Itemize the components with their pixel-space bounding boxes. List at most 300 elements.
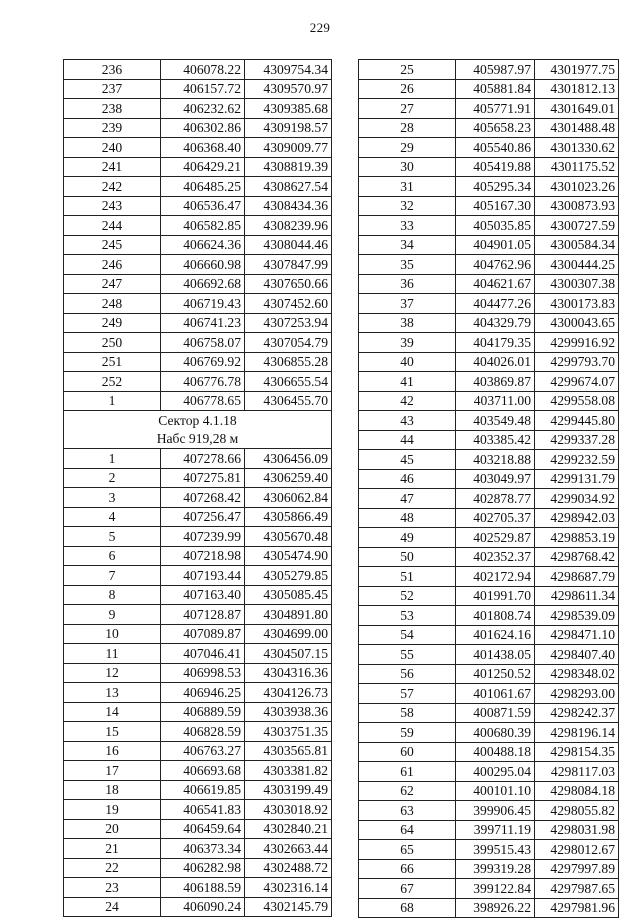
y-coordinate-cell: 4309570.97: [245, 79, 332, 99]
y-coordinate-cell: 4303381.82: [245, 761, 332, 781]
x-coordinate-cell: 405987.97: [456, 60, 535, 80]
table-row: [359, 762, 619, 782]
y-coordinate-cell: 4297981.96: [535, 898, 619, 918]
table-row: [359, 274, 619, 294]
point-number-cell: 6: [64, 546, 161, 566]
y-coordinate-cell: 4298242.37: [535, 703, 619, 723]
table-row: [64, 878, 332, 898]
x-coordinate-cell: 406619.85: [161, 780, 245, 800]
point-number-cell: 45: [359, 450, 456, 470]
point-number-cell: 54: [359, 625, 456, 645]
table-row: [64, 138, 332, 158]
point-number-cell: 239: [64, 118, 161, 138]
x-coordinate-cell: 406778.65: [161, 391, 245, 411]
x-coordinate-cell: 406541.83: [161, 800, 245, 820]
point-number-cell: 249: [64, 313, 161, 333]
table-row: [64, 585, 332, 605]
x-coordinate-cell: 400101.10: [456, 781, 535, 801]
y-coordinate-cell: 4299232.59: [535, 450, 619, 470]
x-coordinate-cell: 403549.48: [456, 411, 535, 431]
table-row: [359, 294, 619, 314]
table-row: [359, 645, 619, 665]
x-coordinate-cell: 406769.92: [161, 352, 245, 372]
y-coordinate-cell: 4299337.28: [535, 430, 619, 450]
y-coordinate-cell: 4306455.70: [245, 391, 332, 411]
x-coordinate-cell: 406741.23: [161, 313, 245, 333]
point-number-cell: 38: [359, 313, 456, 333]
table-row: [64, 819, 332, 839]
y-coordinate-cell: 4307452.60: [245, 294, 332, 314]
table-row: [359, 781, 619, 801]
y-coordinate-cell: 4298407.40: [535, 645, 619, 665]
x-coordinate-cell: 402878.77: [456, 489, 535, 509]
y-coordinate-cell: 4306456.09: [245, 449, 332, 469]
y-coordinate-cell: 4300873.93: [535, 196, 619, 216]
point-number-cell: 35: [359, 255, 456, 275]
page-number: 229: [309, 20, 331, 35]
x-coordinate-cell: 402705.37: [456, 508, 535, 528]
point-number-cell: 56: [359, 664, 456, 684]
point-number-cell: 42: [359, 391, 456, 411]
x-coordinate-cell: 403218.88: [456, 450, 535, 470]
x-coordinate-cell: 406776.78: [161, 372, 245, 392]
point-number-cell: 4: [64, 507, 161, 527]
x-coordinate-cell: 403869.87: [456, 372, 535, 392]
x-coordinate-cell: 399906.45: [456, 801, 535, 821]
table-row: [64, 157, 332, 177]
x-coordinate-cell: 407163.40: [161, 585, 245, 605]
point-number-cell: 246: [64, 255, 161, 275]
point-number-cell: 1: [64, 449, 161, 469]
table-row: [359, 216, 619, 236]
x-coordinate-cell: 401808.74: [456, 606, 535, 626]
point-number-cell: 44: [359, 430, 456, 450]
y-coordinate-cell: 4298611.34: [535, 586, 619, 606]
y-coordinate-cell: 4298055.82: [535, 801, 619, 821]
y-coordinate-cell: 4300727.59: [535, 216, 619, 236]
point-number-cell: 61: [359, 762, 456, 782]
y-coordinate-cell: 4307054.79: [245, 333, 332, 353]
x-coordinate-cell: 407278.66: [161, 449, 245, 469]
table-row: [64, 683, 332, 703]
table-row: [359, 99, 619, 119]
point-number-cell: 34: [359, 235, 456, 255]
table-row: [64, 235, 332, 255]
point-number-cell: 23: [64, 878, 161, 898]
point-number-cell: 14: [64, 702, 161, 722]
x-coordinate-cell: 406693.68: [161, 761, 245, 781]
x-coordinate-cell: 402172.94: [456, 567, 535, 587]
y-coordinate-cell: 4304507.15: [245, 644, 332, 664]
point-number-cell: 26: [359, 79, 456, 99]
y-coordinate-cell: 4299793.70: [535, 352, 619, 372]
y-coordinate-cell: 4298031.98: [535, 820, 619, 840]
x-coordinate-cell: 406373.34: [161, 839, 245, 859]
y-coordinate-cell: 4309198.57: [245, 118, 332, 138]
table-row: [64, 800, 332, 820]
y-coordinate-cell: 4307847.99: [245, 255, 332, 275]
point-number-cell: 9: [64, 605, 161, 625]
x-coordinate-cell: 406946.25: [161, 683, 245, 703]
point-number-cell: 13: [64, 683, 161, 703]
y-coordinate-cell: 4298154.35: [535, 742, 619, 762]
y-coordinate-cell: 4300043.65: [535, 313, 619, 333]
table-row: [64, 60, 332, 80]
x-coordinate-cell: 407256.47: [161, 507, 245, 527]
y-coordinate-cell: 4298117.03: [535, 762, 619, 782]
table-row: [359, 840, 619, 860]
point-number-cell: 7: [64, 566, 161, 586]
x-coordinate-cell: 399319.28: [456, 859, 535, 879]
y-coordinate-cell: 4306259.40: [245, 468, 332, 488]
x-coordinate-cell: 405035.85: [456, 216, 535, 236]
y-coordinate-cell: 4299916.92: [535, 333, 619, 353]
table-row: [359, 723, 619, 743]
table-row: [359, 508, 619, 528]
sector-height: Набс 919,28 м: [64, 430, 332, 449]
point-number-cell: 27: [359, 99, 456, 119]
x-coordinate-cell: 406692.68: [161, 274, 245, 294]
point-number-cell: 67: [359, 879, 456, 899]
y-coordinate-cell: 4301649.01: [535, 99, 619, 119]
table-row: [64, 605, 332, 625]
point-number-cell: 15: [64, 722, 161, 742]
table-row: [64, 839, 332, 859]
point-number-cell: 20: [64, 819, 161, 839]
y-coordinate-cell: 4304891.80: [245, 605, 332, 625]
y-coordinate-cell: 4301977.75: [535, 60, 619, 80]
x-coordinate-cell: 404762.96: [456, 255, 535, 275]
x-coordinate-cell: 400488.18: [456, 742, 535, 762]
table-row: [359, 235, 619, 255]
y-coordinate-cell: 4306855.28: [245, 352, 332, 372]
y-coordinate-cell: 4297987.65: [535, 879, 619, 899]
y-coordinate-cell: 4305474.90: [245, 546, 332, 566]
x-coordinate-cell: 407089.87: [161, 624, 245, 644]
point-number-cell: 247: [64, 274, 161, 294]
y-coordinate-cell: 4307650.66: [245, 274, 332, 294]
x-coordinate-cell: 406828.59: [161, 722, 245, 742]
x-coordinate-cell: 399711.19: [456, 820, 535, 840]
point-number-cell: 236: [64, 60, 161, 80]
table-row: [359, 703, 619, 723]
table-row: [64, 702, 332, 722]
x-coordinate-cell: 406282.98: [161, 858, 245, 878]
x-coordinate-cell: 405295.34: [456, 177, 535, 197]
table-row: [64, 274, 332, 294]
table-row: [64, 352, 332, 372]
x-coordinate-cell: 406582.85: [161, 216, 245, 236]
table-row: [64, 216, 332, 236]
table-row: [359, 625, 619, 645]
point-number-cell: 12: [64, 663, 161, 683]
y-coordinate-cell: 4298539.09: [535, 606, 619, 626]
table-row: [359, 255, 619, 275]
x-coordinate-cell: 406078.22: [161, 60, 245, 80]
x-coordinate-cell: 407268.42: [161, 488, 245, 508]
y-coordinate-cell: 4308819.39: [245, 157, 332, 177]
y-coordinate-cell: 4299034.92: [535, 489, 619, 509]
point-number-cell: 244: [64, 216, 161, 236]
point-number-cell: 10: [64, 624, 161, 644]
point-number-cell: 3: [64, 488, 161, 508]
point-number-cell: 40: [359, 352, 456, 372]
point-number-cell: 17: [64, 761, 161, 781]
y-coordinate-cell: 4298196.14: [535, 723, 619, 743]
point-number-cell: 49: [359, 528, 456, 548]
point-number-cell: 252: [64, 372, 161, 392]
x-coordinate-cell: 406157.72: [161, 79, 245, 99]
table-row: [359, 664, 619, 684]
table-row: [64, 255, 332, 275]
point-number-cell: 39: [359, 333, 456, 353]
point-number-cell: 46: [359, 469, 456, 489]
point-number-cell: 59: [359, 723, 456, 743]
y-coordinate-cell: 4299558.08: [535, 391, 619, 411]
point-number-cell: 66: [359, 859, 456, 879]
table-row: [359, 547, 619, 567]
point-number-cell: 28: [359, 118, 456, 138]
point-number-cell: 65: [359, 840, 456, 860]
table-row: [359, 742, 619, 762]
table-row: [359, 859, 619, 879]
y-coordinate-cell: 4299445.80: [535, 411, 619, 431]
y-coordinate-cell: 4303565.81: [245, 741, 332, 761]
point-number-cell: 19: [64, 800, 161, 820]
x-coordinate-cell: 406232.62: [161, 99, 245, 119]
table-row: [359, 489, 619, 509]
point-number-cell: 32: [359, 196, 456, 216]
y-coordinate-cell: 4302663.44: [245, 839, 332, 859]
y-coordinate-cell: 4303018.92: [245, 800, 332, 820]
y-coordinate-cell: 4301330.62: [535, 138, 619, 158]
y-coordinate-cell: 4298687.79: [535, 567, 619, 587]
point-number-cell: 250: [64, 333, 161, 353]
x-coordinate-cell: 404329.79: [456, 313, 535, 333]
y-coordinate-cell: 4309754.34: [245, 60, 332, 80]
x-coordinate-cell: 406459.64: [161, 819, 245, 839]
table-row: [64, 488, 332, 508]
point-number-cell: 24: [64, 897, 161, 917]
x-coordinate-cell: 399515.43: [456, 840, 535, 860]
x-coordinate-cell: 401991.70: [456, 586, 535, 606]
table-row: [359, 606, 619, 626]
x-coordinate-cell: 405167.30: [456, 196, 535, 216]
y-coordinate-cell: 4298853.19: [535, 528, 619, 548]
y-coordinate-cell: 4306062.84: [245, 488, 332, 508]
table-row: [64, 196, 332, 216]
table-row: [64, 449, 332, 469]
y-coordinate-cell: 4304699.00: [245, 624, 332, 644]
y-coordinate-cell: 4298471.10: [535, 625, 619, 645]
point-number-cell: 58: [359, 703, 456, 723]
x-coordinate-cell: 403385.42: [456, 430, 535, 450]
y-coordinate-cell: 4300584.34: [535, 235, 619, 255]
point-number-cell: 41: [359, 372, 456, 392]
table-row: [359, 313, 619, 333]
table-row: [64, 313, 332, 333]
table-row: [359, 469, 619, 489]
y-coordinate-cell: 4300307.38: [535, 274, 619, 294]
x-coordinate-cell: 405540.86: [456, 138, 535, 158]
point-number-cell: 33: [359, 216, 456, 236]
table-row: [64, 507, 332, 527]
x-coordinate-cell: 405881.84: [456, 79, 535, 99]
x-coordinate-cell: 401438.05: [456, 645, 535, 665]
x-coordinate-cell: 407193.44: [161, 566, 245, 586]
x-coordinate-cell: 406719.43: [161, 294, 245, 314]
point-number-cell: 31: [359, 177, 456, 197]
table-row: [359, 60, 619, 80]
point-number-cell: 47: [359, 489, 456, 509]
table-row: [64, 333, 332, 353]
table-row: [64, 566, 332, 586]
x-coordinate-cell: 403711.00: [456, 391, 535, 411]
y-coordinate-cell: 4309009.77: [245, 138, 332, 158]
point-number-cell: 245: [64, 235, 161, 255]
point-number-cell: 18: [64, 780, 161, 800]
x-coordinate-cell: 404901.05: [456, 235, 535, 255]
point-number-cell: 55: [359, 645, 456, 665]
point-number-cell: 11: [64, 644, 161, 664]
point-number-cell: 243: [64, 196, 161, 216]
point-number-cell: 57: [359, 684, 456, 704]
y-coordinate-cell: 4302145.79: [245, 897, 332, 917]
x-coordinate-cell: 407239.99: [161, 527, 245, 547]
y-coordinate-cell: 4307253.94: [245, 313, 332, 333]
y-coordinate-cell: 4299131.79: [535, 469, 619, 489]
table-row: [359, 177, 619, 197]
point-number-cell: 53: [359, 606, 456, 626]
table-row: [64, 294, 332, 314]
point-number-cell: 68: [359, 898, 456, 918]
x-coordinate-cell: 403049.97: [456, 469, 535, 489]
point-number-cell: 240: [64, 138, 161, 158]
point-number-cell: 22: [64, 858, 161, 878]
x-coordinate-cell: 406485.25: [161, 177, 245, 197]
table-row: [64, 722, 332, 742]
point-number-cell: 16: [64, 741, 161, 761]
table-row: [64, 391, 332, 411]
y-coordinate-cell: 4306655.54: [245, 372, 332, 392]
point-number-cell: 5: [64, 527, 161, 547]
x-coordinate-cell: 406302.86: [161, 118, 245, 138]
table-row: [64, 99, 332, 119]
table-row: [64, 118, 332, 138]
point-number-cell: 50: [359, 547, 456, 567]
y-coordinate-cell: 4299674.07: [535, 372, 619, 392]
x-coordinate-cell: 407218.98: [161, 546, 245, 566]
table-row: [64, 858, 332, 878]
point-number-cell: 63: [359, 801, 456, 821]
x-coordinate-cell: 404477.26: [456, 294, 535, 314]
table-row: [359, 879, 619, 899]
x-coordinate-cell: 406660.98: [161, 255, 245, 275]
point-number-cell: 43: [359, 411, 456, 431]
y-coordinate-cell: 4298348.02: [535, 664, 619, 684]
point-number-cell: 51: [359, 567, 456, 587]
point-number-cell: 241: [64, 157, 161, 177]
point-number-cell: 36: [359, 274, 456, 294]
y-coordinate-cell: 4308627.54: [245, 177, 332, 197]
x-coordinate-cell: 406889.59: [161, 702, 245, 722]
x-coordinate-cell: 404621.67: [456, 274, 535, 294]
point-number-cell: 29: [359, 138, 456, 158]
x-coordinate-cell: 406536.47: [161, 196, 245, 216]
table-row: [359, 157, 619, 177]
table-row: [64, 644, 332, 664]
x-coordinate-cell: 400295.04: [456, 762, 535, 782]
point-number-cell: 248: [64, 294, 161, 314]
sector-title: Сектор 4.1.18: [64, 411, 332, 430]
point-number-cell: 60: [359, 742, 456, 762]
x-coordinate-cell: 401061.67: [456, 684, 535, 704]
y-coordinate-cell: 4308239.96: [245, 216, 332, 236]
y-coordinate-cell: 4300444.25: [535, 255, 619, 275]
y-coordinate-cell: 4302316.14: [245, 878, 332, 898]
y-coordinate-cell: 4298942.03: [535, 508, 619, 528]
y-coordinate-cell: 4302488.72: [245, 858, 332, 878]
y-coordinate-cell: 4298293.00: [535, 684, 619, 704]
table-row: [64, 527, 332, 547]
point-number-cell: 52: [359, 586, 456, 606]
table-row: [359, 372, 619, 392]
x-coordinate-cell: 402529.87: [456, 528, 535, 548]
table-row: [359, 820, 619, 840]
x-coordinate-cell: 406624.36: [161, 235, 245, 255]
x-coordinate-cell: 405419.88: [456, 157, 535, 177]
x-coordinate-cell: 404026.01: [456, 352, 535, 372]
table-row: [359, 411, 619, 431]
x-coordinate-cell: 406188.59: [161, 878, 245, 898]
table-row: [359, 79, 619, 99]
y-coordinate-cell: 4305670.48: [245, 527, 332, 547]
coordinates-table-left: [63, 59, 332, 917]
x-coordinate-cell: 400680.39: [456, 723, 535, 743]
point-number-cell: 8: [64, 585, 161, 605]
y-coordinate-cell: 4301812.13: [535, 79, 619, 99]
point-number-cell: 251: [64, 352, 161, 372]
y-coordinate-cell: 4298084.18: [535, 781, 619, 801]
sector-header-row: [64, 430, 332, 449]
x-coordinate-cell: 407046.41: [161, 644, 245, 664]
x-coordinate-cell: 405658.23: [456, 118, 535, 138]
point-number-cell: 1: [64, 391, 161, 411]
table-row: [64, 897, 332, 917]
y-coordinate-cell: 4301488.48: [535, 118, 619, 138]
point-number-cell: 64: [359, 820, 456, 840]
point-number-cell: 37: [359, 294, 456, 314]
table-row: [64, 546, 332, 566]
y-coordinate-cell: 4298012.67: [535, 840, 619, 860]
x-coordinate-cell: 406758.07: [161, 333, 245, 353]
y-coordinate-cell: 4302840.21: [245, 819, 332, 839]
x-coordinate-cell: 406368.40: [161, 138, 245, 158]
x-coordinate-cell: 401624.16: [456, 625, 535, 645]
y-coordinate-cell: 4305279.85: [245, 566, 332, 586]
table-row: [359, 567, 619, 587]
point-number-cell: 30: [359, 157, 456, 177]
table-row: [64, 79, 332, 99]
y-coordinate-cell: 4301023.26: [535, 177, 619, 197]
table-row: [359, 528, 619, 548]
point-number-cell: 242: [64, 177, 161, 197]
table-row: [359, 586, 619, 606]
table-row: [359, 391, 619, 411]
point-number-cell: 237: [64, 79, 161, 99]
point-number-cell: 2: [64, 468, 161, 488]
table-row: [359, 801, 619, 821]
